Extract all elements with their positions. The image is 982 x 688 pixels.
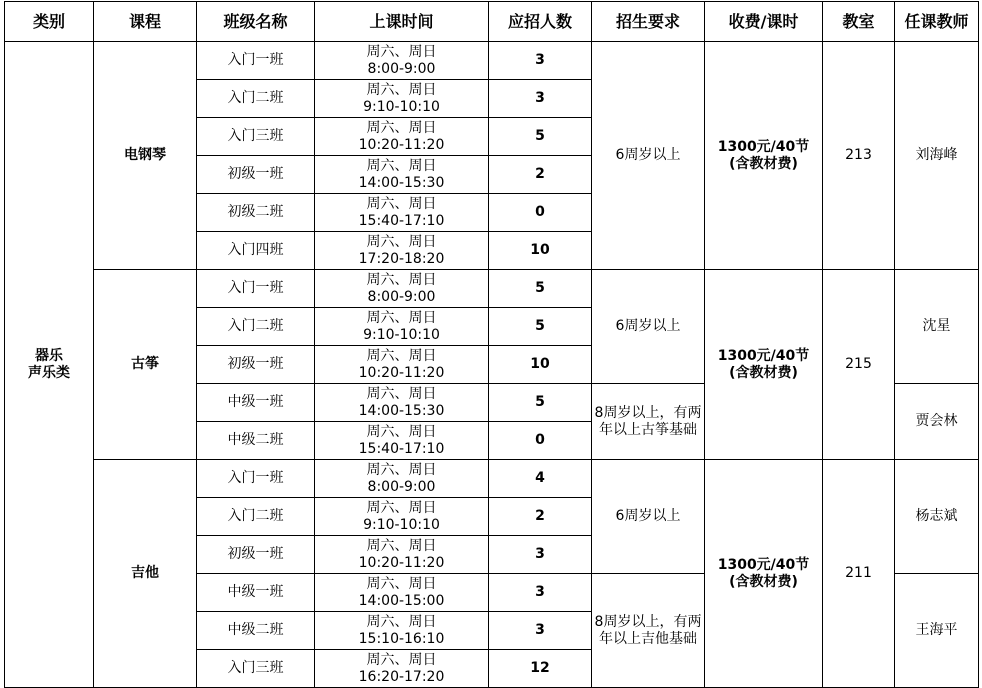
class-hours: 9:10-10:10 — [363, 98, 440, 115]
class-hours: 15:40-17:10 — [358, 212, 445, 229]
class-name: 中级二班 — [197, 612, 315, 650]
fee-amount: 1300元/40节 — [717, 347, 810, 364]
class-time — [315, 194, 489, 232]
class-time — [315, 498, 489, 536]
class-name: 初级二班 — [197, 194, 315, 232]
fee-amount: 1300元/40节 — [717, 138, 810, 155]
class-days: 周六、周日 — [366, 537, 437, 554]
class-days: 周六、周日 — [366, 157, 437, 174]
enrollment-count: 12 — [489, 650, 592, 688]
class-name: 中级一班 — [197, 574, 315, 612]
class-hours: 10:20-11:20 — [358, 364, 445, 381]
header-class-time: 上课时间 — [315, 2, 489, 42]
class-name: 入门一班 — [197, 460, 315, 498]
class-days: 周六、周日 — [366, 271, 437, 288]
room-number: 213 — [823, 42, 895, 270]
enrollment-count: 5 — [489, 270, 592, 308]
enrollment-count: 5 — [489, 384, 592, 422]
teacher-name: 贾会林 — [895, 384, 979, 460]
enrollment-count: 3 — [489, 574, 592, 612]
class-hours: 10:20-11:20 — [358, 554, 445, 571]
teacher-name: 刘海峰 — [895, 42, 979, 270]
enrollment-count: 5 — [489, 118, 592, 156]
room-number: 211 — [823, 460, 895, 688]
class-name: 初级一班 — [197, 156, 315, 194]
fee-amount: 1300元/40节 — [717, 556, 810, 573]
class-days: 周六、周日 — [366, 461, 437, 478]
class-time — [315, 460, 489, 498]
enrollment-count: 3 — [489, 80, 592, 118]
header-row — [5, 2, 979, 42]
teacher-name: 王海平 — [895, 574, 979, 688]
category-cell — [5, 42, 94, 688]
class-days: 周六、周日 — [366, 499, 437, 516]
class-time — [315, 308, 489, 346]
class-name: 入门四班 — [197, 232, 315, 270]
class-days: 周六、周日 — [366, 613, 437, 630]
course-name: 吉他 — [94, 460, 197, 688]
class-hours: 15:10-16:10 — [358, 630, 445, 647]
class-name: 入门三班 — [197, 118, 315, 156]
header-room: 教室 — [823, 2, 895, 42]
class-name: 初级一班 — [197, 346, 315, 384]
class-name: 入门一班 — [197, 270, 315, 308]
class-hours: 16:20-17:20 — [358, 668, 445, 685]
class-name: 中级二班 — [197, 422, 315, 460]
table-row — [5, 42, 979, 80]
enrollment-count: 5 — [489, 308, 592, 346]
class-hours: 10:20-11:20 — [358, 136, 445, 153]
table-row — [5, 460, 979, 498]
class-hours: 8:00-9:00 — [367, 478, 436, 495]
class-days: 周六、周日 — [366, 233, 437, 250]
header-requirements: 招生要求 — [592, 2, 705, 42]
enrollment-count: 2 — [489, 156, 592, 194]
fee-cell — [705, 42, 823, 270]
fee-note: (含教材费) — [729, 364, 798, 381]
header-class-name: 班级名称 — [197, 2, 315, 42]
teacher-name: 沈星 — [895, 270, 979, 384]
fee-cell — [705, 270, 823, 460]
requirement-cell: 8周岁以上，有两年以上古筝基础 — [592, 384, 705, 460]
header-fee: 收费/课时 — [705, 2, 823, 42]
class-name: 中级一班 — [197, 384, 315, 422]
class-time — [315, 270, 489, 308]
table-row — [5, 270, 979, 308]
teacher-name: 杨志斌 — [895, 460, 979, 574]
class-days: 周六、周日 — [366, 195, 437, 212]
fee-note: (含教材费) — [729, 573, 798, 590]
class-time — [315, 574, 489, 612]
category-line-1: 器乐 — [35, 347, 63, 364]
class-name: 入门二班 — [197, 308, 315, 346]
class-hours: 15:40-17:10 — [358, 440, 445, 457]
class-time — [315, 650, 489, 688]
fee-cell — [705, 460, 823, 688]
class-hours: 8:00-9:00 — [367, 288, 436, 305]
class-days: 周六、周日 — [366, 309, 437, 326]
header-course: 课程 — [94, 2, 197, 42]
class-hours: 8:00-9:00 — [367, 60, 436, 77]
class-name: 入门三班 — [197, 650, 315, 688]
class-time — [315, 422, 489, 460]
class-days: 周六、周日 — [366, 43, 437, 60]
enrollment-count: 3 — [489, 536, 592, 574]
enrollment-count: 3 — [489, 612, 592, 650]
class-hours: 14:00-15:00 — [358, 592, 445, 609]
class-days: 周六、周日 — [366, 385, 437, 402]
class-hours: 14:00-15:30 — [358, 402, 445, 419]
header-enrollment: 应招人数 — [489, 2, 592, 42]
class-days: 周六、周日 — [366, 119, 437, 136]
requirement-cell: 6周岁以上 — [592, 460, 705, 574]
requirement-cell: 6周岁以上 — [592, 270, 705, 384]
schedule-body — [5, 42, 979, 688]
class-time — [315, 612, 489, 650]
enrollment-count: 4 — [489, 460, 592, 498]
class-name: 初级一班 — [197, 536, 315, 574]
class-days: 周六、周日 — [366, 81, 437, 98]
requirement-cell: 6周岁以上 — [592, 42, 705, 270]
class-name: 入门二班 — [197, 498, 315, 536]
class-time — [315, 156, 489, 194]
class-time — [315, 536, 489, 574]
requirement-cell: 8周岁以上，有两年以上吉他基础 — [592, 574, 705, 688]
schedule-sheet — [4, 1, 978, 685]
class-time — [315, 384, 489, 422]
header-teacher: 任课教师 — [895, 2, 979, 42]
enrollment-count: 3 — [489, 42, 592, 80]
category-line-2: 声乐类 — [28, 364, 70, 381]
class-name: 入门一班 — [197, 42, 315, 80]
room-number: 215 — [823, 270, 895, 460]
class-hours: 9:10-10:10 — [363, 326, 440, 343]
class-name: 入门二班 — [197, 80, 315, 118]
course-name: 古筝 — [94, 270, 197, 460]
class-days: 周六、周日 — [366, 575, 437, 592]
class-time — [315, 118, 489, 156]
enrollment-count: 10 — [489, 232, 592, 270]
fee-note: (含教材费) — [729, 155, 798, 172]
class-hours: 9:10-10:10 — [363, 516, 440, 533]
class-schedule-table — [4, 1, 979, 688]
class-time — [315, 42, 489, 80]
class-days: 周六、周日 — [366, 423, 437, 440]
class-hours: 14:00-15:30 — [358, 174, 445, 191]
class-days: 周六、周日 — [366, 347, 437, 364]
course-name: 电钢琴 — [94, 42, 197, 270]
enrollment-count: 0 — [489, 194, 592, 232]
class-time — [315, 232, 489, 270]
class-hours: 17:20-18:20 — [358, 250, 445, 267]
class-time — [315, 80, 489, 118]
class-time — [315, 346, 489, 384]
enrollment-count: 2 — [489, 498, 592, 536]
enrollment-count: 10 — [489, 346, 592, 384]
enrollment-count: 0 — [489, 422, 592, 460]
header-category: 类别 — [5, 2, 94, 42]
class-days: 周六、周日 — [366, 651, 437, 668]
